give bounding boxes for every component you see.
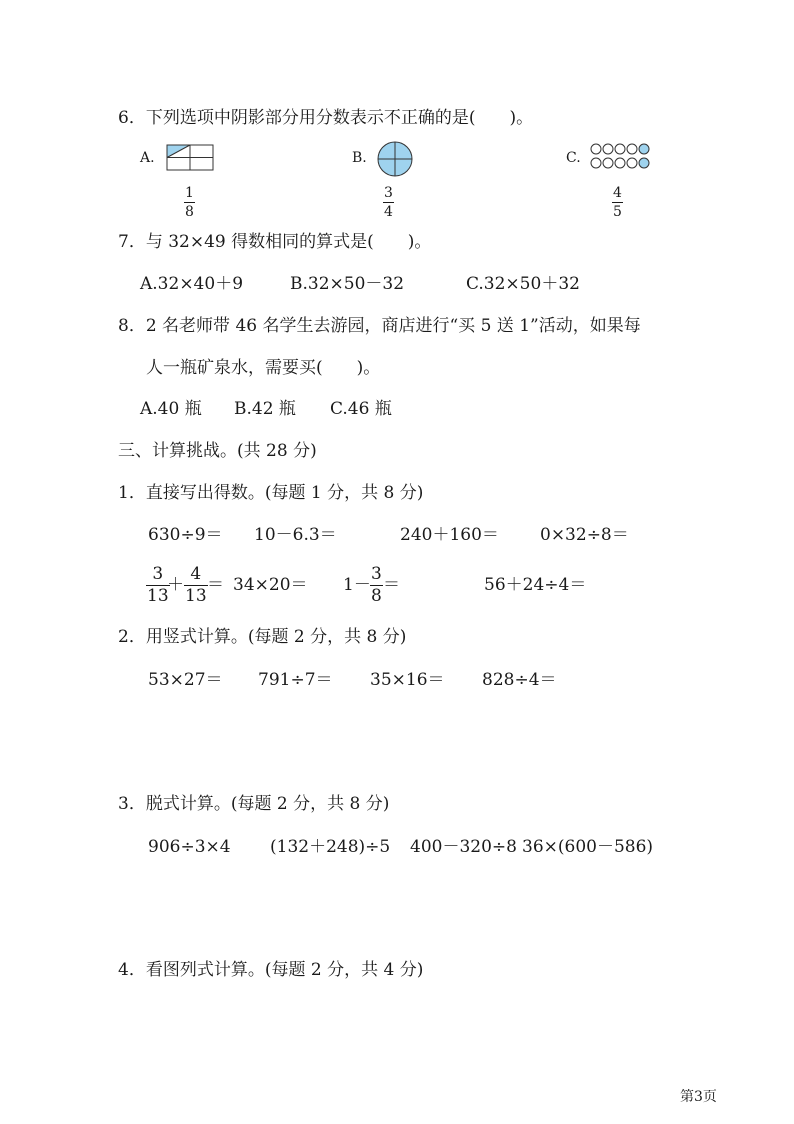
q6-option-c-label: C. bbox=[566, 150, 581, 166]
q6-option-a-den: 8 bbox=[185, 204, 194, 220]
q7-stem: 7．与 32×49 得数相同的算式是( )。 bbox=[118, 232, 432, 252]
c3-item-4: 36×(600－586) bbox=[522, 837, 654, 857]
q8-option-b: B.42 瓶 bbox=[234, 399, 296, 419]
q8-option-a: A.40 瓶 bbox=[140, 399, 202, 419]
c1-item-2: 10－6.3＝ bbox=[254, 525, 337, 545]
q6-option-c-fraction bbox=[612, 186, 623, 219]
c2-item-3: 35×16＝ bbox=[370, 670, 445, 690]
q6-option-b-fraction bbox=[383, 186, 394, 219]
c1-frac-b-num: 4 bbox=[190, 564, 202, 584]
c4-title: 4．看图列式计算。(每题 2 分，共 4 分) bbox=[118, 960, 424, 980]
q6-option-a-label: A. bbox=[140, 150, 155, 166]
q6-option-c-num: 4 bbox=[613, 185, 622, 201]
q6-option-b-den: 4 bbox=[384, 204, 393, 220]
c3-item-3: 400－320÷8 bbox=[410, 837, 517, 857]
q8-option-c: C.46 瓶 bbox=[330, 399, 392, 419]
q8-stem-line2: 人一瓶矿泉水，需要买( )。 bbox=[146, 358, 381, 378]
c1-plus: ＋ bbox=[167, 575, 184, 595]
q7-option-a: A.32×40＋9 bbox=[140, 274, 244, 294]
c1-frac-equals: ＝ bbox=[207, 575, 224, 595]
c1-item-8: 56＋24÷4＝ bbox=[484, 575, 587, 595]
c3-item-2: (132＋248)÷5 bbox=[270, 837, 391, 857]
c2-title: 2．用竖式计算。(每题 2 分，共 8 分) bbox=[118, 627, 407, 647]
c1-frac-c-den: 8 bbox=[371, 586, 382, 606]
q8-stem-line1: 8．2 名老师带 46 名学生去游园，商店进行“买 5 送 1”活动，如果每 bbox=[118, 316, 641, 336]
c1-frac-b bbox=[184, 566, 208, 605]
q6-option-b-label: B. bbox=[352, 150, 367, 166]
page-number: 第3页 bbox=[680, 1089, 717, 1105]
c1-title: 1．直接写出得数。(每题 1 分，共 8 分) bbox=[118, 483, 424, 503]
c3-title: 3．脱式计算。(每题 2 分，共 8 分) bbox=[118, 794, 390, 814]
q6-option-a-fraction bbox=[184, 186, 195, 219]
c1-one-minus: 1－ bbox=[343, 575, 371, 595]
c1-frac-a-num: 3 bbox=[152, 564, 164, 584]
c2-item-4: 828÷4＝ bbox=[482, 670, 557, 690]
c1-frac-c bbox=[370, 566, 383, 605]
c1-frac-c-equals: ＝ bbox=[383, 575, 400, 595]
q6-option-a-figure bbox=[166, 144, 214, 172]
c1-item-6: 34×20＝ bbox=[233, 575, 308, 595]
c1-item-1: 630÷9＝ bbox=[148, 525, 223, 545]
q6-option-a-num: 1 bbox=[185, 185, 194, 201]
q7-option-c: C.32×50＋32 bbox=[466, 274, 580, 294]
c3-item-1: 906÷3×4 bbox=[148, 837, 231, 857]
c2-item-1: 53×27＝ bbox=[148, 670, 223, 690]
c1-item-3: 240＋160＝ bbox=[400, 525, 499, 545]
q6-option-b-num: 3 bbox=[384, 185, 393, 201]
c2-item-2: 791÷7＝ bbox=[258, 670, 333, 690]
q6-option-b-figure bbox=[376, 140, 414, 178]
q6-stem: 6．下列选项中阴影部分用分数表示不正确的是( )。 bbox=[118, 108, 534, 128]
c1-frac-b-den: 13 bbox=[185, 586, 207, 606]
c1-item-4: 0×32÷8＝ bbox=[540, 525, 629, 545]
q6-option-c-figure bbox=[589, 142, 657, 172]
c1-frac-a-den: 13 bbox=[147, 586, 169, 606]
section3-title: 三、计算挑战。(共 28 分) bbox=[118, 441, 317, 461]
q6-option-c-den: 5 bbox=[613, 204, 622, 220]
c1-frac-c-num: 3 bbox=[371, 564, 382, 584]
q7-option-b: B.32×50－32 bbox=[290, 274, 405, 294]
